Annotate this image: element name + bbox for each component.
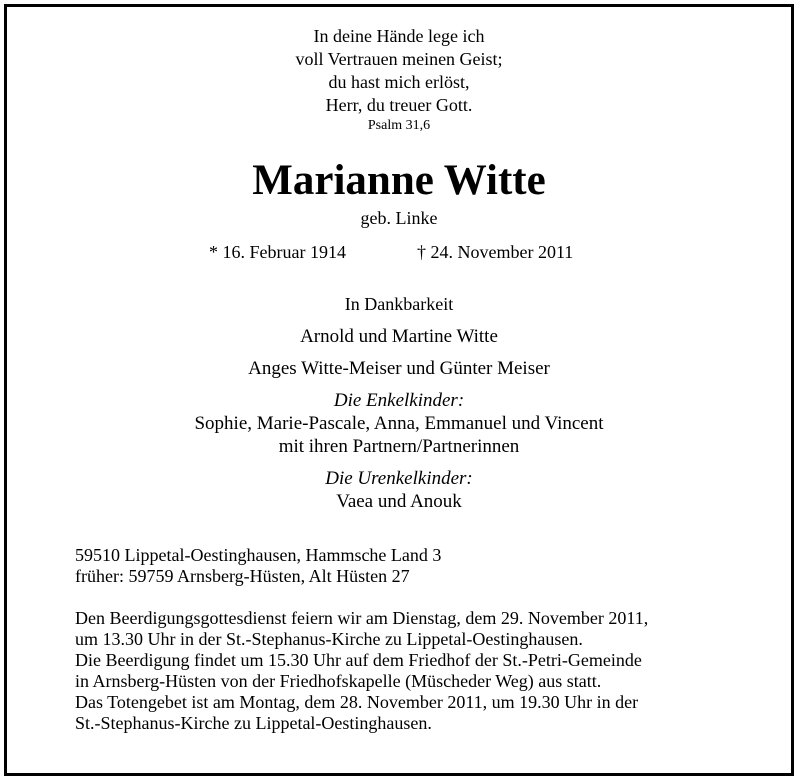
great-grandchildren-heading: Die Urenkelkinder: — [325, 468, 473, 489]
notice-line: in Arnsberg-Hüsten von der Friedhofskapelle (Müscheder Weg) aus statt. — [75, 671, 602, 691]
service-notice — [75, 608, 648, 734]
current-address: 59510 Lippetal-Oestinghausen, Hammsche Land 3 — [75, 545, 442, 565]
verse-line: du hast mich erlöst, — [328, 72, 470, 92]
grandchildren-heading: Die Enkelkinder: — [333, 390, 465, 411]
mourner-line: Arnold und Martine Witte — [300, 326, 498, 347]
grandchildren-names: Sophie, Marie-Pascale, Anna, Emmanuel und Vincent — [194, 413, 604, 434]
verse-reference: Psalm 31,6 — [367, 118, 431, 133]
grandchildren-partners: mit ihren Partnern/Partnerinnen — [278, 436, 520, 457]
notice-line: St.-Stephanus-Kirche zu Lippetal-Oestinghausen. — [75, 713, 432, 733]
notice-line: um 13.30 Uhr in der St.-Stephanus-Kirche zu Lippetal-Oestinghausen. — [75, 629, 583, 649]
death-date: † 24. November 2011 — [417, 242, 574, 262]
verse-line: voll Vertrauen meinen Geist; — [295, 49, 503, 69]
bible-verse — [7, 25, 791, 135]
verse-line: Herr, du treuer Gott. — [325, 95, 473, 115]
notice-line: Den Beerdigungsgottesdienst feiern wir am Dienstag, dem 29. November 2011, — [75, 608, 649, 628]
gratitude-intro: In Dankbarkeit — [344, 294, 454, 314]
deceased-name: Marianne Witte — [252, 157, 546, 204]
maiden-name: geb. Linke — [360, 208, 438, 228]
mourner-line: Anges Witte-Meiser und Günter Meiser — [248, 358, 550, 379]
notice-line: Die Beerdigung findet um 15.30 Uhr auf dem Friedhof der St.-Petri-Gemeinde — [75, 650, 642, 670]
great-grandchildren-names: Vaea und Anouk — [336, 491, 462, 512]
birth-date: * 16. Februar 1914 — [209, 242, 346, 262]
former-address: früher: 59759 Arnsberg-Hüsten, Alt Hüsten 27 — [75, 566, 410, 586]
notice-line: Das Totengebet ist am Montag, dem 28. November 2011, um 19.30 Uhr in der — [75, 692, 639, 712]
verse-line: In deine Hände lege ich — [313, 26, 485, 46]
obituary-notice — [4, 4, 794, 776]
family-address — [75, 545, 441, 587]
